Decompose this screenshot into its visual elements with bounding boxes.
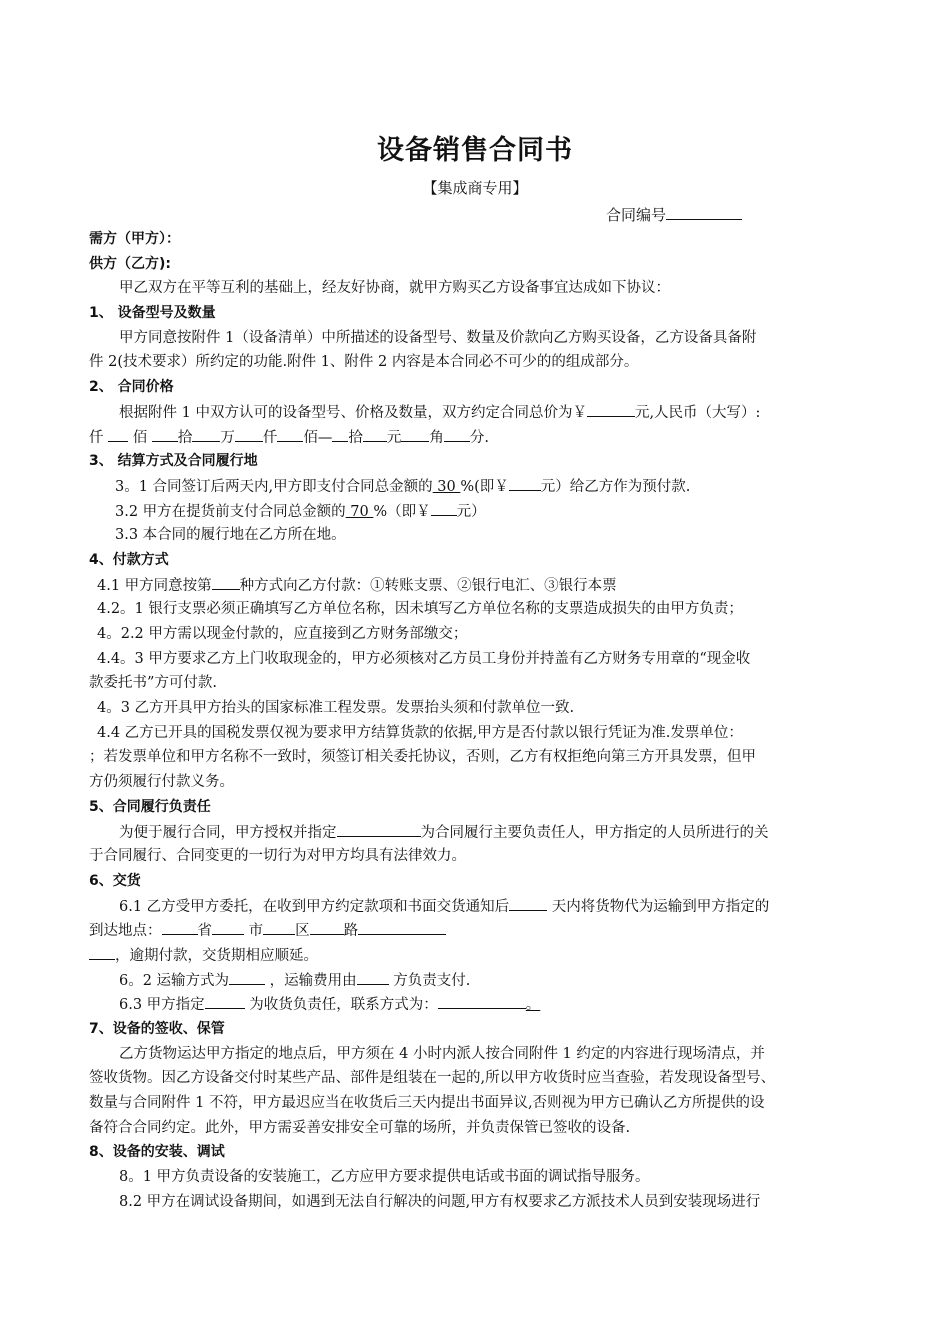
amount-blank[interactable]: [277, 425, 303, 442]
section-3-2-text: 3.2 甲方在提货前支付合同总金额的: [115, 503, 346, 520]
section-4-5: 4。3 乙方开具甲方抬头的国家标准工程发票。发票抬头须和付款单位一致.: [97, 700, 575, 717]
contract-body: [89, 227, 869, 1215]
section-6-2-text: 6。2 运输方式为: [119, 972, 230, 989]
balance-percent[interactable]: 70: [345, 503, 374, 520]
section-6-1a: [89, 894, 869, 919]
section-6-1-text: 6.1 乙方受甲方委托，在收到甲方约定款项和书面交货通知后: [119, 898, 510, 915]
section-3-2-post: 元）: [456, 503, 486, 520]
section-6-1-post: 天内将货物代为运输到甲方指定的: [547, 898, 770, 915]
section-6-3-post: 。: [525, 997, 541, 1014]
address-blank[interactable]: [358, 918, 446, 935]
contact-blank[interactable]: [438, 992, 526, 1009]
section-5-text-a: [89, 820, 869, 845]
price-text-post: 元,人民币（大写）:: [634, 404, 761, 421]
delivery-days-blank[interactable]: [509, 894, 547, 911]
section-7-text-a: 乙方货物运达甲方指定的地点后，甲方须在 4 小时内派人按合同附件 1 约定的内容进行现场清点，并: [119, 1045, 765, 1062]
section-3-2: [89, 499, 869, 524]
section-7-text-c: 数量与合同附件 1 不符，甲方最迟应当在收货后三天内提出书面异议,否则视为甲方已确认乙方所提供的设: [89, 1095, 765, 1112]
road-label: 路: [343, 923, 359, 940]
section-1-text-b: 件 2(技术要求）所约定的功能.附件 1、附件 2 内容是本合同必不可少的的组成部分。: [89, 354, 639, 371]
section-6-1b: [89, 918, 869, 943]
section-3-heading: 3、 结算方式及合同履行地: [89, 453, 258, 470]
section-3-2-mid: %（即￥: [373, 503, 431, 520]
destination-label: 到达地点：: [89, 923, 162, 940]
amount-blank[interactable]: [363, 425, 387, 442]
section-8-1: 8。1 甲方负责设备的安装施工，乙方应甲方要求提供电话或书面的调试指导服务。: [119, 1169, 650, 1186]
section-4-2: 4.2。1 银行支票必须正确填写乙方单位名称，因未填写乙方单位名称的支票造成损失的由甲方负责；: [97, 601, 743, 618]
seller-label: 供方（乙方):: [89, 255, 171, 272]
freight-payer-blank[interactable]: [357, 968, 389, 985]
prepay-amount-blank[interactable]: [509, 474, 541, 491]
unit-bai: 佰: [132, 429, 148, 446]
unit-wan: 万: [220, 429, 235, 446]
unit-qian-2: 仟: [262, 429, 278, 446]
address-blank-2[interactable]: [89, 943, 115, 960]
city-label: 市: [244, 923, 264, 940]
unit-shi: 拾: [177, 429, 193, 446]
unit-bai-2: 佰—: [303, 429, 333, 446]
unit-jiao: 角: [429, 429, 444, 446]
receiver-blank[interactable]: [205, 992, 245, 1009]
section-2-text-a: [89, 400, 869, 425]
district-label: 区: [295, 923, 310, 940]
section-3-1-mid: %(即￥: [460, 478, 509, 495]
section-3-1: [89, 474, 869, 499]
province-label: 省: [197, 923, 212, 940]
section-8-heading: 8、设备的安装、调试: [89, 1144, 225, 1161]
unit-shi-2: 拾: [348, 429, 363, 446]
section-4-3: 4。2.2 甲方需以现金付款的，应直接到乙方财务部缴交；: [97, 626, 468, 642]
section-2-text-b: [89, 425, 869, 450]
section-4-6b: ；若发票单位和甲方名称不一致时，须签订相关委托协议，否则，乙方有权拒绝向第三方开具发票，但甲: [89, 749, 756, 766]
amount-blank[interactable]: [332, 425, 348, 442]
intro-paragraph: 甲乙双方在平等互利的基础上，经友好协商，就甲方购买乙方设备事宜达成如下协议：: [119, 280, 670, 297]
unit-yuan: 元: [386, 429, 402, 446]
balance-amount-blank[interactable]: [431, 499, 457, 516]
section-5-text-post: 为合同履行主要负责任人，甲方指定的人员所进行的关: [420, 824, 769, 841]
section-6-3-text: 6.3 甲方指定: [119, 997, 205, 1014]
amount-blank[interactable]: [401, 425, 429, 442]
section-4-1-post: 种方式向乙方付款：①转账支票、②银行电汇、③银行本票: [239, 577, 617, 594]
contract-number-label: 合同编号: [606, 206, 667, 224]
section-4-1-text: 4.1 甲方同意按第: [97, 577, 212, 594]
city-blank[interactable]: [212, 918, 244, 935]
transport-method-blank[interactable]: [229, 968, 265, 985]
section-5-heading: 5、合同履行负责任: [89, 798, 211, 815]
section-6-2: [89, 968, 869, 993]
section-6-2-mid: ，运输费用由: [265, 972, 357, 989]
section-2-heading: 2、 合同价格: [89, 379, 174, 396]
province-blank[interactable]: [162, 918, 198, 935]
amount-blank[interactable]: [444, 425, 470, 442]
payment-method-blank[interactable]: [212, 573, 240, 590]
section-4-4b: 款委托书”方可付款.: [89, 675, 218, 692]
section-3-1-text: 3。1 合同签订后两天内,甲方即支付合同总金额的: [115, 478, 433, 495]
section-1-heading: 1、 设备型号及数量: [89, 305, 216, 322]
document-title: 设备销售合同书: [377, 135, 573, 166]
unit-fen: 分.: [469, 429, 489, 446]
section-3-3: 3.3 本合同的履行地在乙方所在地。: [115, 527, 346, 544]
contract-number-blank[interactable]: [666, 203, 742, 220]
unit-qian: 仟: [89, 429, 104, 446]
section-5-text-b: 于合同履行、合同变更的一切行为对甲方均具有法律效力。: [89, 848, 466, 865]
price-text: 根据附件 1 中双方认可的设备型号、价格及数量，双方约定合同总价为￥: [119, 404, 587, 421]
district-blank[interactable]: [263, 918, 295, 935]
section-4-6a: 4.4 乙方已开具的国税发票仅视为要求甲方结算货款的依据,甲方是否付款以银行凭证为准.发票单位：: [97, 724, 743, 741]
section-7-text-b: 签收货物。因乙方设备交付时某些产品、部件是组装在一起的,所以甲方收货时应当查验，若发现设备型号、: [89, 1070, 776, 1087]
section-4-4a: 4.4。3 甲方要求乙方上门收取现金的，甲方必须核对乙方员工身份并持盖有乙方财务专用章的“现金收: [97, 650, 751, 667]
section-5-text-pre: 为便于履行合同，甲方授权并指定: [119, 824, 337, 841]
amount-blank[interactable]: [152, 425, 178, 442]
section-6-2-post: 方负责支付.: [388, 972, 471, 989]
section-4-1: [89, 573, 869, 598]
section-7-text-d: 备符合合同约定。此外，甲方需妥善安排安全可靠的场所，并负责保管已签收的设备.: [89, 1119, 631, 1136]
road-blank[interactable]: [310, 918, 344, 935]
amount-blank[interactable]: [108, 425, 128, 442]
section-6-3-mid: 为收货负责任，联系方式为：: [244, 997, 438, 1014]
section-6-3: [89, 992, 869, 1017]
section-6-heading: 6、交货: [89, 872, 141, 889]
responsible-person-blank[interactable]: [337, 820, 421, 837]
section-4-6c: 方仍须履行付款义务。: [89, 774, 234, 791]
section-7-heading: 7、设备的签收、保管: [89, 1021, 225, 1037]
prepay-percent[interactable]: 30: [432, 478, 461, 495]
section-6-1c: [89, 943, 869, 968]
document-subtitle: 【集成商专用】: [422, 179, 528, 197]
buyer-label: 需方（甲方）：: [89, 231, 180, 247]
amount-blank[interactable]: [192, 425, 220, 442]
total-price-blank[interactable]: [587, 400, 635, 417]
section-1-text-a: 甲方同意按附件 1（设备清单）中所描述的设备型号、数量及价款向乙方购买设备，乙方设备具备附: [119, 329, 757, 346]
contract-number: [606, 203, 742, 225]
section-6-1c-text: ，逾期付款，交货期相应顺延。: [115, 947, 318, 964]
amount-blank[interactable]: [235, 425, 263, 442]
section-3-1-post: 元）给乙方作为预付款.: [540, 478, 691, 495]
section-8-2: 8.2 甲方在调试设备期间，如遇到无法自行解决的问题,甲方有权要求乙方派技术人员到安装现场进行: [119, 1193, 761, 1210]
section-4-heading: 4、付款方式: [89, 551, 169, 568]
